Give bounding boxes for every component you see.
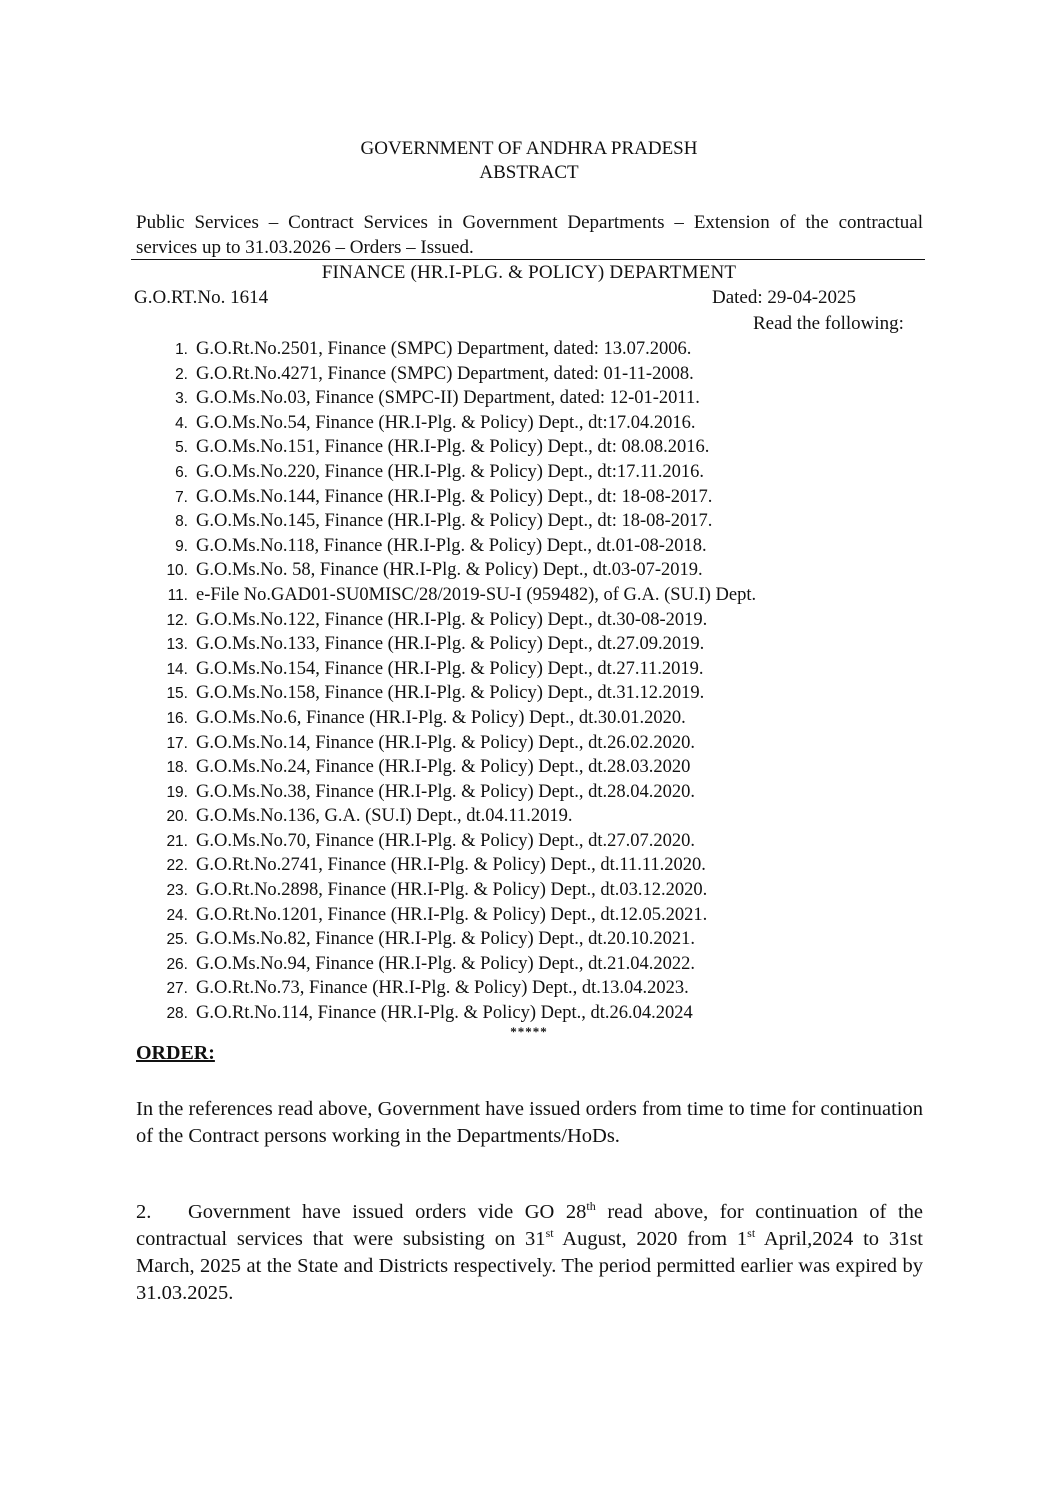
reference-text: G.O.Ms.No.158, Finance (HR.I-Plg. & Policy) Dept., dt.31.12.2019. [196, 683, 705, 704]
reference-number: 28. [166, 1005, 188, 1023]
reference-text: G.O.Ms.No.03, Finance (SMPC-II) Department, dated: 12-01-2011. [196, 388, 700, 409]
paragraph-number: 2. [136, 1201, 152, 1223]
order-paragraph-1: In the references read above, Government have issued orders from time to time for continuation of the Contract persons working in the Departments/HoDs. [136, 1098, 923, 1147]
reference-number: 25. [166, 931, 188, 949]
reference-number: 15. [166, 685, 188, 703]
reference-item [150, 509, 756, 534]
superscript: st [747, 1226, 756, 1241]
reference-text: G.O.Ms.No.145, Finance (HR.I-Plg. & Policy) Dept., dt: 18-08-2017. [196, 511, 713, 532]
paragraph-text: August, 2020 from 1 [553, 1228, 748, 1250]
order-heading: ORDER: [136, 1042, 215, 1064]
reference-item [150, 411, 756, 436]
reference-text: G.O.Ms.No.122, Finance (HR.I-Plg. & Policy) Dept., dt.30-08-2019. [196, 609, 708, 630]
reference-text: G.O.Rt.No.4271, Finance (SMPC) Department, dated: 01-11-2008. [196, 363, 694, 384]
reference-number: 21. [166, 832, 188, 850]
reference-number: 22. [166, 857, 188, 875]
reference-item [150, 485, 756, 510]
references-list [150, 337, 756, 1026]
reference-item [150, 903, 756, 928]
reference-item [150, 583, 756, 608]
reference-item [150, 780, 756, 805]
department-name: FINANCE (HR.I-PLG. & POLICY) DEPARTMENT [321, 262, 737, 283]
reference-item [150, 878, 756, 903]
reference-number: 14. [166, 660, 188, 678]
reference-number: 3. [175, 390, 188, 408]
reference-number: 9. [175, 537, 188, 555]
separator: ***** [510, 1024, 548, 1039]
reference-text: G.O.Ms.No.14, Finance (HR.I-Plg. & Policy) Dept., dt.26.02.2020. [196, 732, 695, 753]
reference-item [150, 558, 756, 583]
reference-text: e-File No.GAD01-SU0MISC/28/2019-SU-I (959482), of G.A. (SU.I) Dept. [196, 584, 757, 605]
subject-text: Public Services – Contract Services in Government Departments – Extension of the contractual services up to 31.03.2026 – Orders – Issued. [136, 212, 923, 258]
reference-number: 17. [166, 734, 188, 752]
reference-item [150, 681, 756, 706]
read-following-label: Read the following: [753, 313, 904, 334]
reference-item [150, 952, 756, 977]
go-date: Dated: 29-04-2025 [712, 287, 857, 308]
reference-number: 7. [175, 488, 188, 506]
paragraph-text: Government have issued orders vide GO 28 [188, 1201, 587, 1223]
reference-item [150, 927, 756, 952]
reference-text: G.O.Ms.No.94, Finance (HR.I-Plg. & Policy) Dept., dt.21.04.2022. [196, 953, 695, 974]
paragraph-text: read above, for continuation of the contractual services that were subsisting on 31 [136, 1201, 923, 1250]
reference-text: G.O.Ms.No.133, Finance (HR.I-Plg. & Policy) Dept., dt.27.09.2019. [196, 634, 705, 655]
reference-number: 27. [166, 980, 188, 998]
reference-number: 12. [166, 611, 188, 629]
reference-text: G.O.Ms.No.118, Finance (HR.I-Plg. & Policy) Dept., dt.01-08-2018. [196, 535, 707, 556]
reference-item [150, 337, 756, 362]
reference-number: 8. [175, 513, 188, 531]
reference-text: G.O.Rt.No.73, Finance (HR.I-Plg. & Policy) Dept., dt.13.04.2023. [196, 978, 689, 999]
subject-underline [131, 259, 925, 260]
reference-number: 4. [175, 414, 188, 432]
reference-item [150, 608, 756, 633]
government-title: GOVERNMENT OF ANDHRA PRADESH [360, 138, 698, 159]
reference-item [150, 632, 756, 657]
reference-text: G.O.Ms.No.136, G.A. (SU.I) Dept., dt.04.11.2019. [196, 806, 573, 827]
reference-text: G.O.Ms.No.144, Finance (HR.I-Plg. & Policy) Dept., dt: 18-08-2017. [196, 486, 713, 507]
reference-number: 1. [175, 341, 188, 358]
reference-text: G.O.Ms.No.54, Finance (HR.I-Plg. & Policy) Dept., dt:17.04.2016. [196, 412, 696, 433]
reference-text: G.O.Ms.No.220, Finance (HR.I-Plg. & Policy) Dept., dt:17.11.2016. [196, 461, 705, 482]
go-number: G.O.RT.No. 1614 [134, 287, 269, 308]
paragraph-text: April,2024 to 31st March, 2025 at the State and Districts respectively. The period permitted earlier was expired by 31.03.2025. [136, 1228, 923, 1304]
reference-text: G.O.Ms.No.82, Finance (HR.I-Plg. & Policy) Dept., dt.20.10.2021. [196, 929, 695, 950]
reference-item [150, 804, 756, 829]
order-paragraph-2 [136, 1199, 923, 1307]
reference-text: G.O.Rt.No.2741, Finance (HR.I-Plg. & Policy) Dept., dt.11.11.2020. [196, 855, 706, 876]
reference-number: 19. [166, 783, 188, 801]
reference-text: G.O.Ms.No.70, Finance (HR.I-Plg. & Policy) Dept., dt.27.07.2020. [196, 830, 695, 851]
reference-text: G.O.Rt.No.1201, Finance (HR.I-Plg. & Policy) Dept., dt.12.05.2021. [196, 904, 708, 925]
reference-item [150, 534, 756, 559]
reference-text: G.O.Ms.No.6, Finance (HR.I-Plg. & Policy) Dept., dt.30.01.2020. [196, 707, 686, 728]
reference-number: 20. [166, 808, 188, 826]
reference-item [150, 362, 756, 387]
reference-number: 16. [166, 709, 188, 727]
reference-number: 18. [166, 759, 188, 777]
reference-number: 13. [166, 636, 188, 654]
reference-text: G.O.Rt.No.2501, Finance (SMPC) Department, dated: 13.07.2006. [196, 339, 692, 359]
reference-item [150, 435, 756, 460]
reference-item [150, 829, 756, 854]
superscript: th [586, 1199, 596, 1214]
reference-text: G.O.Ms.No. 58, Finance (HR.I-Plg. & Policy) Dept., dt.03-07-2019. [196, 560, 703, 581]
reference-text: G.O.Rt.No.114, Finance (HR.I-Plg. & Policy) Dept., dt.26.04.2024 [196, 1003, 693, 1024]
reference-number: 11. [167, 586, 188, 604]
reference-item [150, 976, 756, 1001]
reference-text: G.O.Ms.No.38, Finance (HR.I-Plg. & Policy) Dept., dt.28.04.2020. [196, 781, 695, 802]
reference-text: G.O.Ms.No.24, Finance (HR.I-Plg. & Policy) Dept., dt.28.03.2020 [196, 757, 691, 778]
reference-number: 26. [166, 955, 188, 973]
abstract-title: ABSTRACT [479, 162, 579, 183]
reference-item [150, 853, 756, 878]
reference-number: 24. [166, 906, 188, 924]
reference-item [150, 386, 756, 411]
reference-text: G.O.Ms.No.154, Finance (HR.I-Plg. & Policy) Dept., dt.27.11.2019. [196, 658, 704, 679]
reference-number: 10. [166, 562, 188, 580]
reference-text: G.O.Ms.No.151, Finance (HR.I-Plg. & Policy) Dept., dt: 08.08.2016. [196, 437, 710, 458]
reference-text: G.O.Rt.No.2898, Finance (HR.I-Plg. & Policy) Dept., dt.03.12.2020. [196, 880, 708, 901]
reference-item [150, 706, 756, 731]
reference-number: 5. [175, 439, 188, 457]
reference-item [150, 731, 756, 756]
superscript: st [545, 1226, 554, 1241]
reference-item [150, 657, 756, 682]
reference-number: 23. [166, 882, 188, 900]
reference-item [150, 1001, 756, 1026]
reference-number: 2. [175, 365, 188, 383]
reference-item [150, 755, 756, 780]
reference-number: 6. [175, 463, 188, 481]
reference-item [150, 460, 756, 485]
